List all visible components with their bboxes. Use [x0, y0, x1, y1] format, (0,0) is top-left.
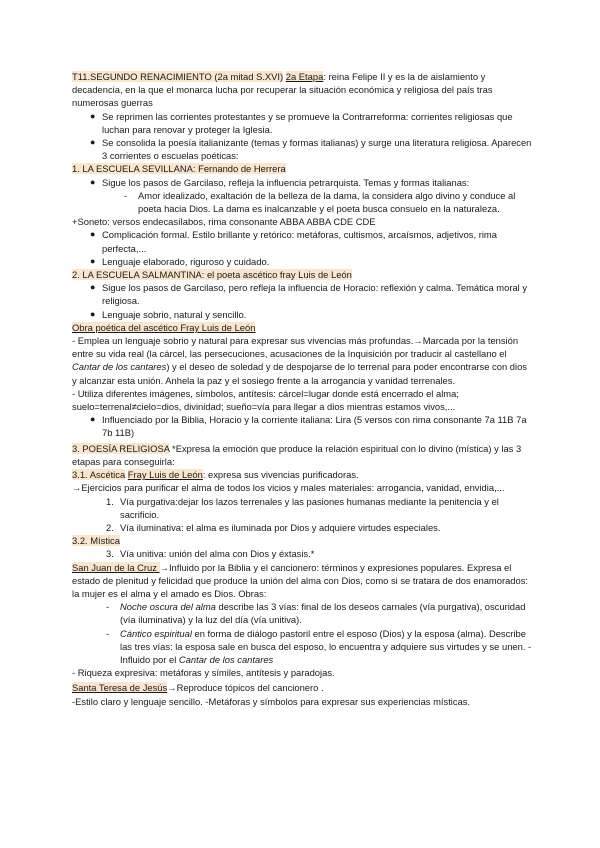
- ejercicios-line: →Ejercicios para purificar el alma de todos los vicios y males materiales: arrogancia, vanidad, envidia,...: [72, 482, 505, 494]
- mistica-heading: 3.2. Mística: [72, 535, 120, 547]
- santa-teresa-line: Santa Teresa de Jesús→Reproduce tópicos del cancionero .: [72, 682, 324, 694]
- document-page: [72, 70, 532, 708]
- sevillana-bullet-3: ● Lenguaje elaborado, riguroso y cuidado.: [90, 255, 270, 267]
- bullet-icon: ●: [90, 414, 96, 425]
- salmantina-bullet-2: ● Lenguaje sobrio, natural y sencillo.: [90, 308, 247, 320]
- intro-bullet-2: ● Se consolida la poesía italianizante (temas y formas italianas) y surge una literatura religiosa. Aparecen 3 corrientes o escuelas poéticas:: [90, 137, 532, 162]
- dash-marker: -: [106, 627, 110, 639]
- dash-marker: -: [124, 189, 128, 201]
- bullet-icon: ●: [90, 137, 96, 148]
- heading-escuela-salmantina: 2. LA ESCUELA SALMANTINA: el poeta ascético fray Luis de León: [72, 269, 352, 281]
- obra-cantico-espiritual: - Cántico espiritual en forma de diálogo pastoril entre el esposo (Dios) y la esposa (alma). Describe las tres vías: la esposa sale en busca del esposo, lo encuentra y adquiere sus virtudes y se unen. -Influido por el Cantar de los cantares: [106, 627, 532, 665]
- bullet-icon: ●: [90, 176, 96, 187]
- santa-teresa-name: Santa Teresa de Jesús: [72, 682, 168, 694]
- intro-paragraph: [72, 70, 532, 110]
- bullet-icon: ●: [90, 282, 96, 293]
- bullet-icon: ●: [90, 110, 96, 121]
- san-juan-name: San Juan de la Cruz: [72, 561, 160, 573]
- ascetica-line: 3.1. Ascética Fray Luis de León: expresa sus vivencias purificadoras.: [72, 469, 359, 481]
- etapa-label: 2a Etapa: [285, 71, 324, 82]
- san-juan-paragraph: San Juan de la Cruz →Influido por la Biblia y el cancionero: términos y expresiones populares. Expresa el estado de plenitud y felicidad que produce la unión del alma con Dios, como si se tratara de dos enamorados: la mujer es el alma y el amado es Dios. Obras:: [72, 561, 529, 599]
- sevillana-dash-item: - Amor idealizado, exaltación de la belleza de la dama, la considera algo divino y conduce al poeta hacia Dios. La dama es inalcanzable y el poeta busca consuelo en la naturaleza.: [124, 189, 516, 215]
- obra-noche-oscura: - Noche oscura del alma describe las 3 vías: final de los deseos carnales (vía purgativa), oscuridad (vía iluminativa) y la luz del día (vía unitiva).: [106, 601, 526, 626]
- estilo-line: -Estilo claro y lenguaje sencillo. -Metáforas y símbolos para expresar sus experiencias místicas.: [72, 695, 471, 707]
- obra-poetica-heading: Obra poética del ascético Fray Luis de León: [72, 321, 256, 333]
- heading-poesia-religiosa: 3. POESÍA RELIGIOSA *Expresa la emoción que produce la relación espiritual con lo divino (mística) y las 3 etapas para conseguirla:: [72, 442, 522, 467]
- dash-marker: -: [106, 601, 110, 613]
- intro-text: : reina Felipe II y es la de aislamiento y decadencia, en la que el monarca lucha por recuperar la situación económica y religiosa del país tras numerosas guerras: [72, 71, 493, 109]
- sevillana-bullet-1: ● Sigue los pasos de Garcilaso, refleja la influencia petrarquista. Temas y formas italianas:: [90, 176, 470, 188]
- bullet-icon: ●: [90, 229, 96, 240]
- sevillana-bullet-2: ● Complicación formal. Estilo brillante y retórico: metáforas, cultismos, arcaísmos, adjetivos, rima perfecta,...: [90, 229, 497, 254]
- obra-paragraph-2: - Utiliza diferentes imágenes, símbolos, antítesis: cárcel=lugar donde está encerrado el alma; suelo=terrenal≠cielo=dios, divinidad; sueño=vía para llegar a dios mientras estamos vivos,...: [72, 387, 459, 413]
- bullet-icon: ●: [90, 255, 96, 266]
- via-step-3: 3. Vía unitiva: unión del alma con Dios y éxtasis.*: [106, 548, 315, 560]
- salmantina-bullet-3: ● Influenciado por la Biblia, Horacio y la corriente italiana: Lira (5 versos con rima consonante 7a 11B 7a 7b 11B): [90, 414, 527, 439]
- soneto-line: +Soneto: versos endecasílabos, rima consonante ABBA ABBA CDE CDE: [72, 216, 376, 228]
- heading-escuela-sevillana: 1. LA ESCUELA SEVILLANA: Fernando de Herrera: [72, 163, 286, 175]
- intro-bullet-1: ● Se reprimen las corrientes protestantes y se promueve la Contrarreforma: corrientes religiosas que luchan para renovar y proteger la Iglesia.: [90, 110, 513, 135]
- obra-paragraph-1: - Emplea un lenguaje sobrio y natural para expresar sus vivencias más profundas.→Marcada por la tensión entre su vida real (la cárcel, las persecuciones, acusaciones de la Inquisición por traducir al castellano el Cantar de los cantares) y el deseo de soledad y de despojarse de lo terrenal para poder encontrarse con dios y alcanzar esta unión. Anhela la paz y el sosiego frente a la arrogancia y vanidad terrenales.: [72, 335, 527, 386]
- cantar-title: Cantar de los cantares: [72, 361, 167, 373]
- riqueza-line: - Riqueza expresiva: metáforas y símiles, antítesis y paradojas.: [72, 667, 335, 679]
- via-step-2: 2. Vía iluminativa: el alma es iluminada por Dios y adquiere virtudes especiales.: [106, 521, 441, 533]
- salmantina-bullet-1: ● Sigue los pasos de Garcilaso, pero refleja la influencia de Horacio: reflexión y calma. Temática moral y religiosa.: [90, 282, 528, 307]
- via-step-1: 1. Vía purgativa:dejar los lazos terrenales y las pasiones humanas mediante la penitencia y el sacrificio.: [106, 495, 499, 520]
- bullet-icon: ●: [90, 308, 96, 319]
- document-title: T11.SEGUNDO RENACIMIENTO (2a mitad S.XVI): [72, 71, 284, 82]
